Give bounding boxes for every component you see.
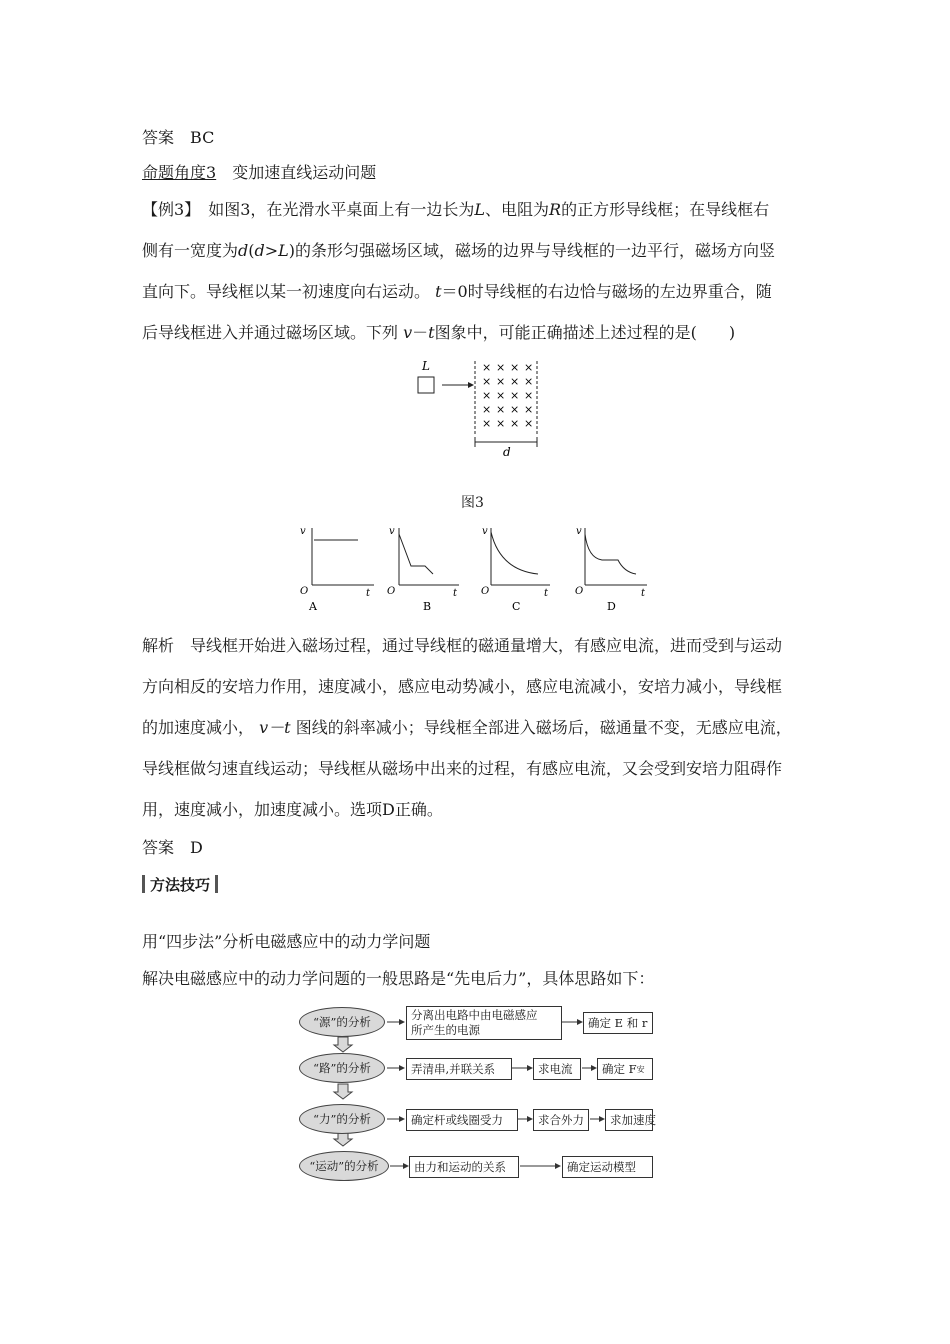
field-cross: ×	[482, 375, 492, 388]
answer	[142, 838, 203, 858]
field-cross: ×	[524, 417, 534, 430]
solution-line-2: 方向相反的安培力作用，速度减小，感应电动势减小，感应电流减小，安培力减小，导线框	[142, 677, 783, 696]
field-cross: ×	[510, 417, 520, 430]
option-label-b: B	[423, 600, 432, 613]
var-L: L	[474, 200, 486, 219]
method-section-title: 方法技巧	[150, 875, 211, 894]
field-cross: ×	[496, 417, 506, 430]
down-arrow	[334, 1084, 352, 1099]
curve-d	[585, 534, 636, 574]
field-cross: ×	[496, 361, 506, 374]
field-cross: ×	[524, 403, 534, 416]
box-subscript: 安	[636, 1064, 645, 1074]
topic-label: 命题角度3	[142, 163, 217, 182]
prev-answer	[142, 128, 214, 148]
var-d: d	[238, 241, 249, 260]
box-find-current: 求电流	[533, 1058, 581, 1080]
var-v: v	[403, 323, 413, 342]
box-series-parallel: 弄清串,并联关系	[406, 1058, 512, 1080]
box-determine-e-r: 确定 E 和 r	[583, 1012, 653, 1034]
solution-text: 的加速度减小，	[142, 718, 255, 737]
vt-graphs	[292, 522, 672, 612]
var-R: R	[549, 200, 562, 219]
example-tag: 【例3】	[142, 200, 193, 219]
var-L: L	[278, 241, 289, 260]
answer-label: 答案	[142, 838, 175, 857]
option-label-a: A	[309, 600, 317, 613]
origin-label: O	[481, 586, 490, 597]
origin-label: O	[387, 586, 396, 597]
var-t: t	[435, 282, 442, 301]
example-text: 图象中，可能正确描述上述过程的是( )	[434, 323, 736, 342]
oval-source-analysis: “源”的分析	[299, 1007, 385, 1037]
field-cross: ×	[496, 389, 506, 402]
magnetic-field-crosses	[482, 361, 533, 430]
graph-a	[300, 526, 374, 613]
axis-t-label: t	[544, 588, 549, 599]
figure-3-caption: 图3	[461, 495, 484, 511]
example-text: ＝0时导线框的右边恰与磁场的左边界重合，随	[441, 282, 772, 301]
field-cross: ×	[524, 375, 534, 388]
origin-label: O	[300, 586, 309, 597]
axis-v-label: v	[389, 526, 395, 537]
graph-b	[387, 526, 459, 613]
example-text: 侧有一宽度为	[142, 241, 239, 260]
topic-title: 变加速直线运动问题	[232, 163, 377, 182]
example-text: >	[264, 241, 279, 260]
field-cross: ×	[510, 375, 520, 388]
axis-t-label: t	[641, 588, 646, 599]
field-cross: ×	[482, 417, 492, 430]
example-text: 的正方形导线框；在导线框右	[561, 200, 770, 219]
field-cross: ×	[482, 403, 492, 416]
field-cross: ×	[524, 389, 534, 402]
box-text: 确定 F	[602, 1061, 637, 1076]
field-cross: ×	[496, 375, 506, 388]
field-width-label: d	[503, 445, 511, 459]
field-cross: ×	[496, 403, 506, 416]
example-text: 如图3，在光滑水平桌面上有一边长为	[208, 200, 475, 219]
example-text: 后导线框进入并通过磁场区域。下列	[142, 323, 399, 342]
oval-force-analysis: “力”的分析	[299, 1104, 385, 1134]
oval-circuit-analysis: “路”的分析	[299, 1053, 385, 1083]
field-cross: ×	[510, 361, 520, 374]
example-text: 直向下。导线框以某一初速度向右运动。	[142, 282, 431, 301]
solution-line-1: 解析 导线框开始进入磁场过程，通过导线框的磁通量增大，有感应电流，进而受到与运动	[142, 636, 783, 655]
axis-v-label: v	[482, 526, 488, 537]
down-arrow	[334, 1037, 352, 1052]
axis-t-label: t	[453, 588, 458, 599]
box-text: 所产生的电源	[411, 1023, 480, 1037]
solution-line-4: 导线框做匀速直线运动；导线框从磁场中出来的过程，有感应电流，又会受到安培力阻碍作	[142, 759, 783, 778]
topic-heading	[142, 163, 376, 183]
example-text: －	[412, 323, 429, 342]
box-force-motion-relation: 由力和运动的关系	[409, 1156, 519, 1178]
solution-line-3	[142, 718, 792, 738]
box-acceleration: 求加速度	[605, 1109, 653, 1131]
box-motion-model: 确定运动模型	[562, 1156, 653, 1178]
loop-length-label: L	[422, 359, 430, 373]
option-label-d: D	[607, 600, 616, 613]
curve-c	[491, 532, 538, 574]
field-cross: ×	[524, 361, 534, 374]
axis-v-label: v	[576, 526, 582, 537]
option-label-c: C	[512, 600, 521, 613]
example-text: 、电阻为	[485, 200, 550, 219]
origin-label: O	[575, 586, 584, 597]
graph-d	[575, 526, 647, 613]
square-loop	[418, 377, 434, 393]
field-cross: ×	[510, 389, 520, 402]
vt-label: v－t	[259, 718, 291, 737]
graph-c	[481, 526, 550, 613]
oval-motion-analysis: “运动”的分析	[299, 1151, 389, 1181]
solution-line-5: 用，速度减小，加速度减小。选项D正确。	[142, 800, 443, 819]
figure-3-diagram	[410, 355, 610, 465]
example-line-1	[142, 200, 769, 220]
example-line-2	[142, 241, 775, 261]
prev-answer-value: BC	[190, 128, 215, 147]
prev-answer-label: 答案	[142, 128, 175, 147]
example-text: (	[248, 241, 255, 260]
example-text: )的条形匀强磁场区域，磁场的边界与导线框的一边平行，磁场方向竖	[288, 241, 776, 260]
method-line-2: 解决电磁感应中的动力学问题的一般思路是“先电后力”，具体思路如下：	[142, 969, 655, 988]
field-cross: ×	[482, 361, 492, 374]
box-net-force: 求合外力	[533, 1109, 589, 1131]
answer-value: D	[190, 838, 203, 857]
var-d: d	[254, 241, 265, 260]
box-separate-source	[406, 1006, 562, 1040]
box-text: 分离出电路中由电磁感应	[411, 1008, 538, 1022]
method-section-heading	[142, 873, 218, 895]
example-line-4	[142, 323, 735, 343]
axis-t-label: t	[366, 588, 371, 599]
example-line-3	[142, 282, 772, 302]
method-line-1: 用“四步法”分析电磁感应中的动力学问题	[142, 932, 431, 951]
box-determine-force	[597, 1058, 653, 1080]
box-determine-forces: 确定杆或线圈受力	[406, 1109, 518, 1131]
solution-text: 图线的斜率减小；导线框全部进入磁场后，磁通量不变，无感应电流，	[295, 718, 792, 737]
axis-v-label: v	[300, 526, 306, 537]
section-bar-right	[215, 875, 218, 893]
curve-b	[399, 534, 433, 574]
velocity-arrow-head	[468, 382, 474, 388]
field-cross: ×	[510, 403, 520, 416]
field-cross: ×	[482, 389, 492, 402]
var-t: t	[428, 323, 435, 342]
